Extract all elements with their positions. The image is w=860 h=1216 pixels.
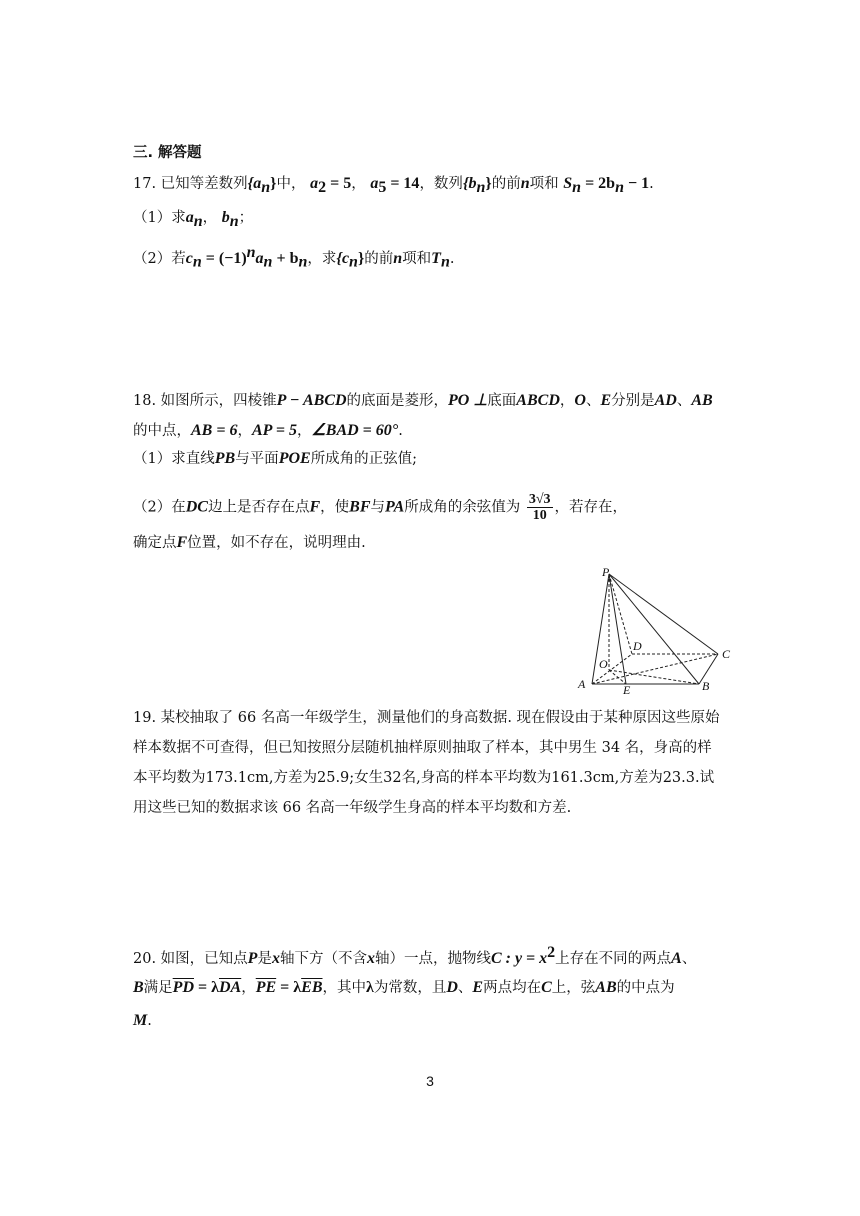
problem-20-line-3: M. [133, 1012, 152, 1029]
label-B: B [702, 679, 710, 693]
problem-17-statement: 17. 已知等差数列$\{a_n\}$中， $a_2 = 5$， $a_5 = 14$，数列$\{b_n\}$的前n项和 $S_n = 2b_n - 1$. [133, 175, 654, 196]
fraction: $\frac{3√3}{10}$ [528, 492, 551, 523]
label-P: P [602, 565, 610, 579]
problem-18-part-2-cont: 确定点F位置，如不存在，说明理由. [133, 534, 366, 551]
problem-19-line-3: 本平均数为173.1cm,方差为25.9;女生32名,身高的样本平均数为161.3cm,方差为23.3.试 [133, 770, 715, 786]
label-D: D [633, 639, 642, 653]
problem-19-line-4: 用这些已知的数据求该 66 名高一年级学生身高的样本平均数和方差. [133, 800, 572, 816]
problem-17-part-1: （1）求$a_n$， $b_n$； [133, 209, 254, 230]
problem-20-line-2: B满足$\overline{PD} = \lambda\overline{DA}$，$\overline{PE} = \lambda\overline{EB}$，其中λ为常数，且D、E两点均在C上，弦AB的中点为 [133, 979, 675, 996]
label-A: A [578, 677, 586, 691]
label-E: E [623, 683, 631, 695]
problem-18-part-2: （2）在DC边上是否存在点F，使BF与PA所成角的余弦值为 $\frac{3√3}{10}$ ，若存在， [133, 492, 628, 523]
problem-18-part-1: （1）求直线PB与平面POE所成角的正弦值; [133, 450, 418, 467]
label-C: C [722, 647, 731, 661]
problem-18-line-1: 18. 如图所示，四棱锥P − ABCD的底面是菱形，PO ⊥底面ABCD，O、E分别是AD、AB [133, 392, 713, 409]
problem-18-line-2: 的中点，AB = 6，AP = 5，∠BAD = 60°. [133, 422, 403, 439]
pyramid-figure [570, 560, 735, 695]
problem-20-line-1: 20. 如图，已知点P是x轴下方（不含x轴）一点，抛物线C : $y = x^2$上存在不同的两点A、 [133, 944, 697, 967]
page-number: 3 [426, 1073, 434, 1089]
section-title: 三. 解答题 [133, 145, 202, 161]
problem-19-line-1: 19. 某校抽取了 66 名高一年级学生，测量他们的身高数据. 现在假设由于某种原因这些原始 [133, 710, 720, 726]
label-O: O [599, 657, 608, 671]
problem-19-line-2: 样本数据不可查得，但已知按照分层随机抽样原则抽取了样本，其中男生 34 名，身高的样 [133, 740, 712, 756]
problem-17-part-2: （2）若$c_n = (-1)^na_n + b_n$，求$\{c_n\}$的前n项和$T_n$. [133, 244, 455, 271]
